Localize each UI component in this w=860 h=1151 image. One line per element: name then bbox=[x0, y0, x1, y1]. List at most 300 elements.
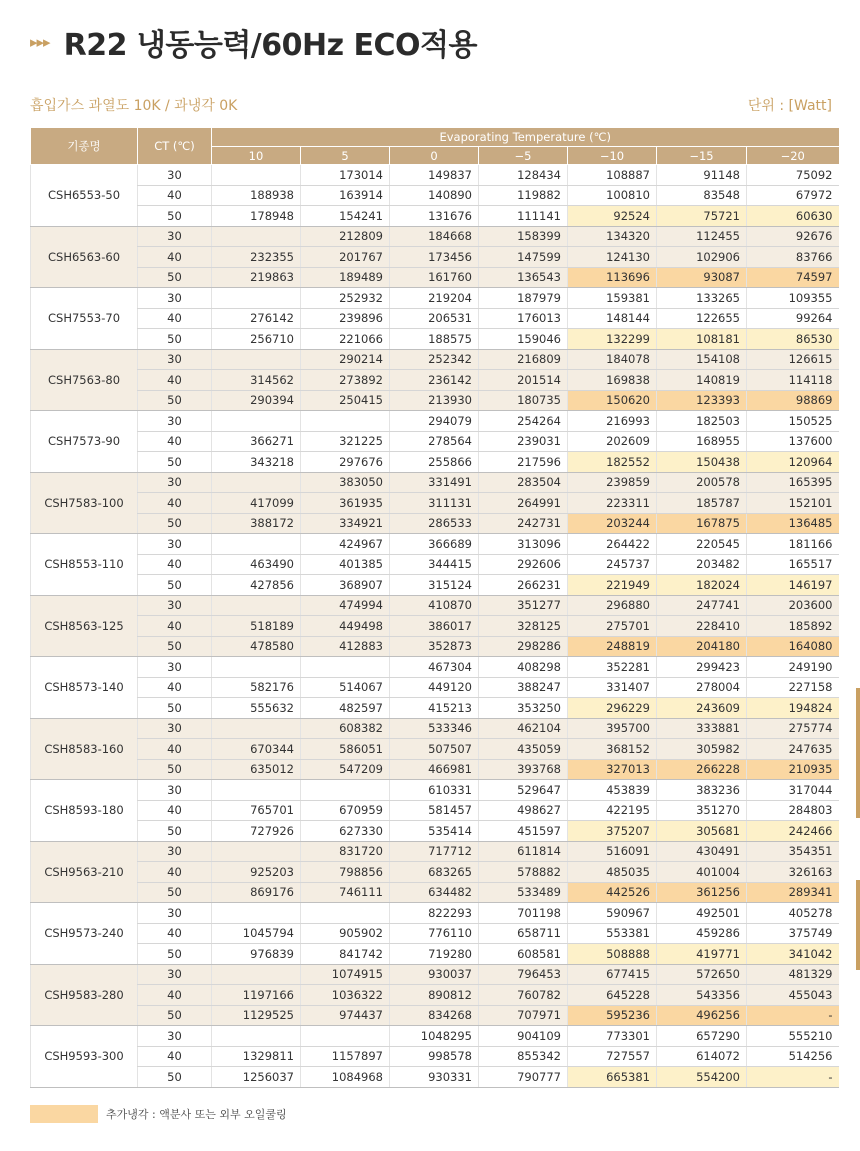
capacity-cell: 435059 bbox=[479, 739, 568, 760]
header-temp: −15 bbox=[657, 147, 747, 165]
ct-cell: 30 bbox=[138, 903, 212, 924]
capacity-cell: 266228 bbox=[657, 759, 747, 780]
capacity-cell: 148144 bbox=[568, 308, 657, 329]
capacity-cell: 273892 bbox=[301, 370, 390, 391]
capacity-cell: 137600 bbox=[747, 431, 839, 452]
table-row bbox=[31, 452, 839, 473]
capacity-cell: 256710 bbox=[212, 329, 301, 350]
capacity-cell: 264422 bbox=[568, 534, 657, 555]
capacity-cell: 213930 bbox=[390, 390, 479, 411]
capacity-cell: 247635 bbox=[747, 739, 839, 760]
capacity-cell: 305982 bbox=[657, 739, 747, 760]
capacity-cell: 239896 bbox=[301, 308, 390, 329]
table-row bbox=[31, 923, 839, 944]
capacity-cell: 514256 bbox=[747, 1046, 839, 1067]
capacity-cell: 412883 bbox=[301, 636, 390, 657]
ct-cell: 30 bbox=[138, 411, 212, 432]
capacity-cell: 1129525 bbox=[212, 1005, 301, 1026]
table-row bbox=[31, 185, 839, 206]
capacity-cell: 417099 bbox=[212, 493, 301, 514]
capacity-cell: 255866 bbox=[390, 452, 479, 473]
capacity-cell: 353250 bbox=[479, 698, 568, 719]
capacity-cell: 278564 bbox=[390, 431, 479, 452]
table-row bbox=[31, 739, 839, 760]
table-row bbox=[31, 1067, 839, 1088]
table-row bbox=[31, 841, 839, 862]
capacity-cell: 765701 bbox=[212, 800, 301, 821]
model-group bbox=[31, 226, 839, 288]
ct-cell: 30 bbox=[138, 165, 212, 186]
model-group bbox=[31, 657, 839, 719]
capacity-cell: 146197 bbox=[747, 575, 839, 596]
ct-cell: 30 bbox=[138, 1026, 212, 1047]
table-header bbox=[31, 128, 839, 165]
table-row bbox=[31, 677, 839, 698]
capacity-cell: 401385 bbox=[301, 554, 390, 575]
capacity-cell: 352281 bbox=[568, 657, 657, 678]
capacity-cell: 305681 bbox=[657, 821, 747, 842]
capacity-cell bbox=[212, 964, 301, 985]
table-row bbox=[31, 267, 839, 288]
capacity-cell: 254264 bbox=[479, 411, 568, 432]
capacity-cell: 223311 bbox=[568, 493, 657, 514]
ct-cell: 50 bbox=[138, 759, 212, 780]
model-group bbox=[31, 411, 839, 473]
capacity-cell: 167875 bbox=[657, 513, 747, 534]
header-ct: CT (℃) bbox=[138, 128, 212, 165]
capacity-cell: 388172 bbox=[212, 513, 301, 534]
capacity-cell: 159046 bbox=[479, 329, 568, 350]
capacity-cell: 327013 bbox=[568, 759, 657, 780]
capacity-cell: 449498 bbox=[301, 616, 390, 637]
capacity-cell: 182503 bbox=[657, 411, 747, 432]
capacity-cell: 388247 bbox=[479, 677, 568, 698]
capacity-cell: 159381 bbox=[568, 288, 657, 309]
capacity-cell: 422195 bbox=[568, 800, 657, 821]
table-row bbox=[31, 534, 839, 555]
capacity-cell: 608581 bbox=[479, 944, 568, 965]
capacity-cell: 719280 bbox=[390, 944, 479, 965]
capacity-cell: 326163 bbox=[747, 862, 839, 883]
capacity-cell: 1157897 bbox=[301, 1046, 390, 1067]
table-row bbox=[31, 329, 839, 350]
capacity-cell bbox=[212, 472, 301, 493]
capacity-cell: 154241 bbox=[301, 206, 390, 227]
table-row bbox=[31, 165, 839, 186]
capacity-cell: 182552 bbox=[568, 452, 657, 473]
ct-cell: 50 bbox=[138, 575, 212, 596]
capacity-cell: 474994 bbox=[301, 595, 390, 616]
capacity-cell: 518189 bbox=[212, 616, 301, 637]
capacity-cell: 773301 bbox=[568, 1026, 657, 1047]
capacity-cell: 351277 bbox=[479, 595, 568, 616]
capacity-cell: 343218 bbox=[212, 452, 301, 473]
capacity-cell: 275701 bbox=[568, 616, 657, 637]
capacity-cell: 383050 bbox=[301, 472, 390, 493]
model-group bbox=[31, 349, 839, 411]
model-name-cell: CSH9563-210 bbox=[31, 841, 138, 903]
table-row bbox=[31, 370, 839, 391]
capacity-cell: 112455 bbox=[657, 226, 747, 247]
capacity-cell: 250415 bbox=[301, 390, 390, 411]
ct-cell: 50 bbox=[138, 329, 212, 350]
capacity-cell: 203600 bbox=[747, 595, 839, 616]
capacity-cell: 194824 bbox=[747, 698, 839, 719]
capacity-cell: 60630 bbox=[747, 206, 839, 227]
capacity-cell: 670959 bbox=[301, 800, 390, 821]
ct-cell: 40 bbox=[138, 862, 212, 883]
capacity-cell: 904109 bbox=[479, 1026, 568, 1047]
capacity-cell bbox=[212, 534, 301, 555]
capacity-cell bbox=[212, 780, 301, 801]
capacity-cell: 449120 bbox=[390, 677, 479, 698]
capacity-cell: 278004 bbox=[657, 677, 747, 698]
capacity-cell: 328125 bbox=[479, 616, 568, 637]
capacity-cell: 683265 bbox=[390, 862, 479, 883]
ct-cell: 40 bbox=[138, 616, 212, 637]
capacity-cell: 297676 bbox=[301, 452, 390, 473]
ct-cell: 40 bbox=[138, 431, 212, 452]
capacity-cell: 727557 bbox=[568, 1046, 657, 1067]
capacity-cell bbox=[212, 226, 301, 247]
capacity-cell: 275774 bbox=[747, 718, 839, 739]
capacity-cell: 925203 bbox=[212, 862, 301, 883]
capacity-cell: 890812 bbox=[390, 985, 479, 1006]
capacity-cell: 331407 bbox=[568, 677, 657, 698]
capacity-cell: 375207 bbox=[568, 821, 657, 842]
ct-cell: 40 bbox=[138, 185, 212, 206]
capacity-cell: - bbox=[747, 1067, 839, 1088]
model-name-cell: CSH9583-280 bbox=[31, 964, 138, 1026]
capacity-cell: 134320 bbox=[568, 226, 657, 247]
capacity-cell: 578882 bbox=[479, 862, 568, 883]
capacity-cell: 266231 bbox=[479, 575, 568, 596]
ct-cell: 50 bbox=[138, 390, 212, 411]
capacity-cell: 236142 bbox=[390, 370, 479, 391]
capacity-cell: 161760 bbox=[390, 267, 479, 288]
capacity-cell: 627330 bbox=[301, 821, 390, 842]
ct-cell: 50 bbox=[138, 636, 212, 657]
capacity-cell: 462104 bbox=[479, 718, 568, 739]
capacity-table bbox=[30, 128, 839, 1088]
capacity-cell: 634482 bbox=[390, 882, 479, 903]
capacity-cell: 276142 bbox=[212, 308, 301, 329]
capacity-cell: 283504 bbox=[479, 472, 568, 493]
capacity-cell: 572650 bbox=[657, 964, 747, 985]
capacity-cell: 67972 bbox=[747, 185, 839, 206]
capacity-cell: 149837 bbox=[390, 165, 479, 186]
table-row bbox=[31, 554, 839, 575]
capacity-cell: 292606 bbox=[479, 554, 568, 575]
table-row bbox=[31, 1005, 839, 1026]
capacity-cell: 645228 bbox=[568, 985, 657, 1006]
capacity-cell: 1084968 bbox=[301, 1067, 390, 1088]
capacity-cell: 298286 bbox=[479, 636, 568, 657]
capacity-cell: 75092 bbox=[747, 165, 839, 186]
header-temp: 10 bbox=[212, 147, 301, 165]
capacity-cell: 533489 bbox=[479, 882, 568, 903]
capacity-cell: 75721 bbox=[657, 206, 747, 227]
capacity-cell bbox=[212, 349, 301, 370]
capacity-cell: 201514 bbox=[479, 370, 568, 391]
capacity-cell: 529647 bbox=[479, 780, 568, 801]
capacity-cell: 459286 bbox=[657, 923, 747, 944]
table-row bbox=[31, 595, 839, 616]
ct-cell: 40 bbox=[138, 493, 212, 514]
capacity-cell: 210935 bbox=[747, 759, 839, 780]
capacity-cell: 547209 bbox=[301, 759, 390, 780]
capacity-cell: 182024 bbox=[657, 575, 747, 596]
table-row bbox=[31, 657, 839, 678]
capacity-cell: 264991 bbox=[479, 493, 568, 514]
capacity-cell: 252932 bbox=[301, 288, 390, 309]
model-group bbox=[31, 288, 839, 350]
capacity-cell: 344415 bbox=[390, 554, 479, 575]
capacity-cell: 727926 bbox=[212, 821, 301, 842]
model-group bbox=[31, 1026, 839, 1088]
ct-cell: 30 bbox=[138, 595, 212, 616]
capacity-cell: 368907 bbox=[301, 575, 390, 596]
capacity-cell: 176013 bbox=[479, 308, 568, 329]
capacity-cell: 315124 bbox=[390, 575, 479, 596]
ct-cell: 50 bbox=[138, 206, 212, 227]
capacity-cell: 249190 bbox=[747, 657, 839, 678]
capacity-cell: 665381 bbox=[568, 1067, 657, 1088]
title-row bbox=[30, 20, 477, 64]
ct-cell: 40 bbox=[138, 308, 212, 329]
legend-swatch bbox=[30, 1105, 98, 1123]
capacity-cell: 184668 bbox=[390, 226, 479, 247]
model-group bbox=[31, 165, 839, 227]
capacity-cell: 855342 bbox=[479, 1046, 568, 1067]
capacity-cell bbox=[212, 657, 301, 678]
capacity-cell bbox=[301, 1026, 390, 1047]
capacity-cell: 123393 bbox=[657, 390, 747, 411]
capacity-cell: 102906 bbox=[657, 247, 747, 268]
capacity-cell: 206531 bbox=[390, 308, 479, 329]
capacity-cell: 707971 bbox=[479, 1005, 568, 1026]
capacity-cell: 74597 bbox=[747, 267, 839, 288]
capacity-cell: 180735 bbox=[479, 390, 568, 411]
capacity-cell: 188575 bbox=[390, 329, 479, 350]
capacity-cell: 113696 bbox=[568, 267, 657, 288]
capacity-cell bbox=[212, 841, 301, 862]
ct-cell: 50 bbox=[138, 513, 212, 534]
capacity-cell: 453839 bbox=[568, 780, 657, 801]
capacity-cell: 203482 bbox=[657, 554, 747, 575]
capacity-cell: 289341 bbox=[747, 882, 839, 903]
capacity-cell: 670344 bbox=[212, 739, 301, 760]
capacity-cell: 136543 bbox=[479, 267, 568, 288]
capacity-cell bbox=[212, 165, 301, 186]
capacity-cell: 386017 bbox=[390, 616, 479, 637]
capacity-cell: 451597 bbox=[479, 821, 568, 842]
capacity-cell: 239859 bbox=[568, 472, 657, 493]
capacity-cell: 216809 bbox=[479, 349, 568, 370]
model-group bbox=[31, 903, 839, 965]
capacity-cell: 227158 bbox=[747, 677, 839, 698]
capacity-cell: 187979 bbox=[479, 288, 568, 309]
ct-cell: 50 bbox=[138, 944, 212, 965]
ct-cell: 40 bbox=[138, 1046, 212, 1067]
header-evap-temp: Evaporating Temperature (℃) bbox=[212, 128, 839, 147]
capacity-cell: 184078 bbox=[568, 349, 657, 370]
capacity-cell: 150620 bbox=[568, 390, 657, 411]
capacity-cell: 111141 bbox=[479, 206, 568, 227]
capacity-cell: 203244 bbox=[568, 513, 657, 534]
ct-cell: 30 bbox=[138, 718, 212, 739]
capacity-cell: 1045794 bbox=[212, 923, 301, 944]
table-row bbox=[31, 349, 839, 370]
capacity-cell bbox=[301, 780, 390, 801]
unit-label: 단위 : [Watt] bbox=[747, 98, 832, 114]
capacity-cell: 201767 bbox=[301, 247, 390, 268]
capacity-cell: 92524 bbox=[568, 206, 657, 227]
capacity-cell: 83766 bbox=[747, 247, 839, 268]
ct-cell: 30 bbox=[138, 964, 212, 985]
capacity-cell: 481329 bbox=[747, 964, 839, 985]
capacity-cell: 178948 bbox=[212, 206, 301, 227]
legend-text: 추가냉각 : 액분사 또는 외부 오일쿨링 bbox=[106, 1108, 287, 1121]
table-row bbox=[31, 862, 839, 883]
table-row bbox=[31, 472, 839, 493]
capacity-cell: 586051 bbox=[301, 739, 390, 760]
table-row bbox=[31, 1046, 839, 1067]
table-row bbox=[31, 698, 839, 719]
capacity-cell: 242466 bbox=[747, 821, 839, 842]
capacity-cell: 905902 bbox=[301, 923, 390, 944]
model-name-cell: CSH7583-100 bbox=[31, 472, 138, 534]
capacity-cell: 311131 bbox=[390, 493, 479, 514]
capacity-cell: 173014 bbox=[301, 165, 390, 186]
model-group bbox=[31, 718, 839, 780]
capacity-cell: 133265 bbox=[657, 288, 747, 309]
capacity-cell: 140819 bbox=[657, 370, 747, 391]
capacity-cell: 150525 bbox=[747, 411, 839, 432]
table-row bbox=[31, 944, 839, 965]
capacity-cell: 383236 bbox=[657, 780, 747, 801]
capacity-cell: 313096 bbox=[479, 534, 568, 555]
ct-cell: 50 bbox=[138, 1067, 212, 1088]
capacity-cell: 834268 bbox=[390, 1005, 479, 1026]
capacity-cell: 242731 bbox=[479, 513, 568, 534]
capacity-cell: 831720 bbox=[301, 841, 390, 862]
capacity-cell: 204180 bbox=[657, 636, 747, 657]
capacity-cell: 485035 bbox=[568, 862, 657, 883]
capacity-cell: 841742 bbox=[301, 944, 390, 965]
capacity-cell: 140890 bbox=[390, 185, 479, 206]
table-row bbox=[31, 821, 839, 842]
model-group bbox=[31, 595, 839, 657]
model-group bbox=[31, 780, 839, 842]
table-row bbox=[31, 493, 839, 514]
capacity-cell: 798856 bbox=[301, 862, 390, 883]
capacity-cell: 393768 bbox=[479, 759, 568, 780]
capacity-cell bbox=[212, 411, 301, 432]
capacity-cell bbox=[301, 657, 390, 678]
capacity-cell: 498627 bbox=[479, 800, 568, 821]
ct-cell: 40 bbox=[138, 739, 212, 760]
capacity-cell: 658711 bbox=[479, 923, 568, 944]
table-row bbox=[31, 288, 839, 309]
table-row bbox=[31, 718, 839, 739]
model-name-cell: CSH8553-110 bbox=[31, 534, 138, 596]
capacity-cell: 284803 bbox=[747, 800, 839, 821]
capacity-cell: 114118 bbox=[747, 370, 839, 391]
ct-cell: 30 bbox=[138, 472, 212, 493]
model-name-cell: CSH8583-160 bbox=[31, 718, 138, 780]
capacity-cell: 478580 bbox=[212, 636, 301, 657]
triple-arrow-icon: ▸▸▸ bbox=[30, 33, 50, 51]
capacity-cell: 419771 bbox=[657, 944, 747, 965]
capacity-cell: 132299 bbox=[568, 329, 657, 350]
capacity-cell bbox=[301, 411, 390, 432]
capacity-cell: 361256 bbox=[657, 882, 747, 903]
table-row bbox=[31, 206, 839, 227]
capacity-cell: 152101 bbox=[747, 493, 839, 514]
ct-cell: 30 bbox=[138, 534, 212, 555]
capacity-cell: 555632 bbox=[212, 698, 301, 719]
capacity-cell: 595236 bbox=[568, 1005, 657, 1026]
ct-cell: 30 bbox=[138, 226, 212, 247]
capacity-cell: 608382 bbox=[301, 718, 390, 739]
header-temp: 0 bbox=[390, 147, 479, 165]
ct-cell: 40 bbox=[138, 800, 212, 821]
capacity-cell: 189489 bbox=[301, 267, 390, 288]
table-row bbox=[31, 411, 839, 432]
capacity-cell: 243609 bbox=[657, 698, 747, 719]
capacity-cell: 375749 bbox=[747, 923, 839, 944]
model-name-cell: CSH8573-140 bbox=[31, 657, 138, 719]
ct-cell: 30 bbox=[138, 780, 212, 801]
capacity-cell: 109355 bbox=[747, 288, 839, 309]
ct-cell: 30 bbox=[138, 841, 212, 862]
capacity-cell: 154108 bbox=[657, 349, 747, 370]
capacity-cell: 582176 bbox=[212, 677, 301, 698]
capacity-cell: 150438 bbox=[657, 452, 747, 473]
capacity-cell: 120964 bbox=[747, 452, 839, 473]
capacity-cell: 533346 bbox=[390, 718, 479, 739]
capacity-cell: 455043 bbox=[747, 985, 839, 1006]
capacity-cell: 553381 bbox=[568, 923, 657, 944]
ct-cell: 30 bbox=[138, 657, 212, 678]
capacity-cell: 248819 bbox=[568, 636, 657, 657]
capacity-cell: 535414 bbox=[390, 821, 479, 842]
capacity-cell: 677415 bbox=[568, 964, 657, 985]
capacity-cell: 1256037 bbox=[212, 1067, 301, 1088]
header-temp: −10 bbox=[568, 147, 657, 165]
capacity-cell bbox=[212, 288, 301, 309]
capacity-cell: 395700 bbox=[568, 718, 657, 739]
capacity-cell: 657290 bbox=[657, 1026, 747, 1047]
capacity-cell: 492501 bbox=[657, 903, 747, 924]
table-row bbox=[31, 226, 839, 247]
table-row bbox=[31, 964, 839, 985]
capacity-cell: 1197166 bbox=[212, 985, 301, 1006]
ct-cell: 30 bbox=[138, 288, 212, 309]
capacity-cell: 100810 bbox=[568, 185, 657, 206]
table-row bbox=[31, 616, 839, 637]
capacity-cell: 790777 bbox=[479, 1067, 568, 1088]
capacity-cell: 366689 bbox=[390, 534, 479, 555]
ct-cell: 40 bbox=[138, 923, 212, 944]
ct-cell: 40 bbox=[138, 247, 212, 268]
capacity-cell: 219204 bbox=[390, 288, 479, 309]
capacity-cell: 294079 bbox=[390, 411, 479, 432]
table-row bbox=[31, 882, 839, 903]
capacity-cell: 99264 bbox=[747, 308, 839, 329]
capacity-cell: 930331 bbox=[390, 1067, 479, 1088]
